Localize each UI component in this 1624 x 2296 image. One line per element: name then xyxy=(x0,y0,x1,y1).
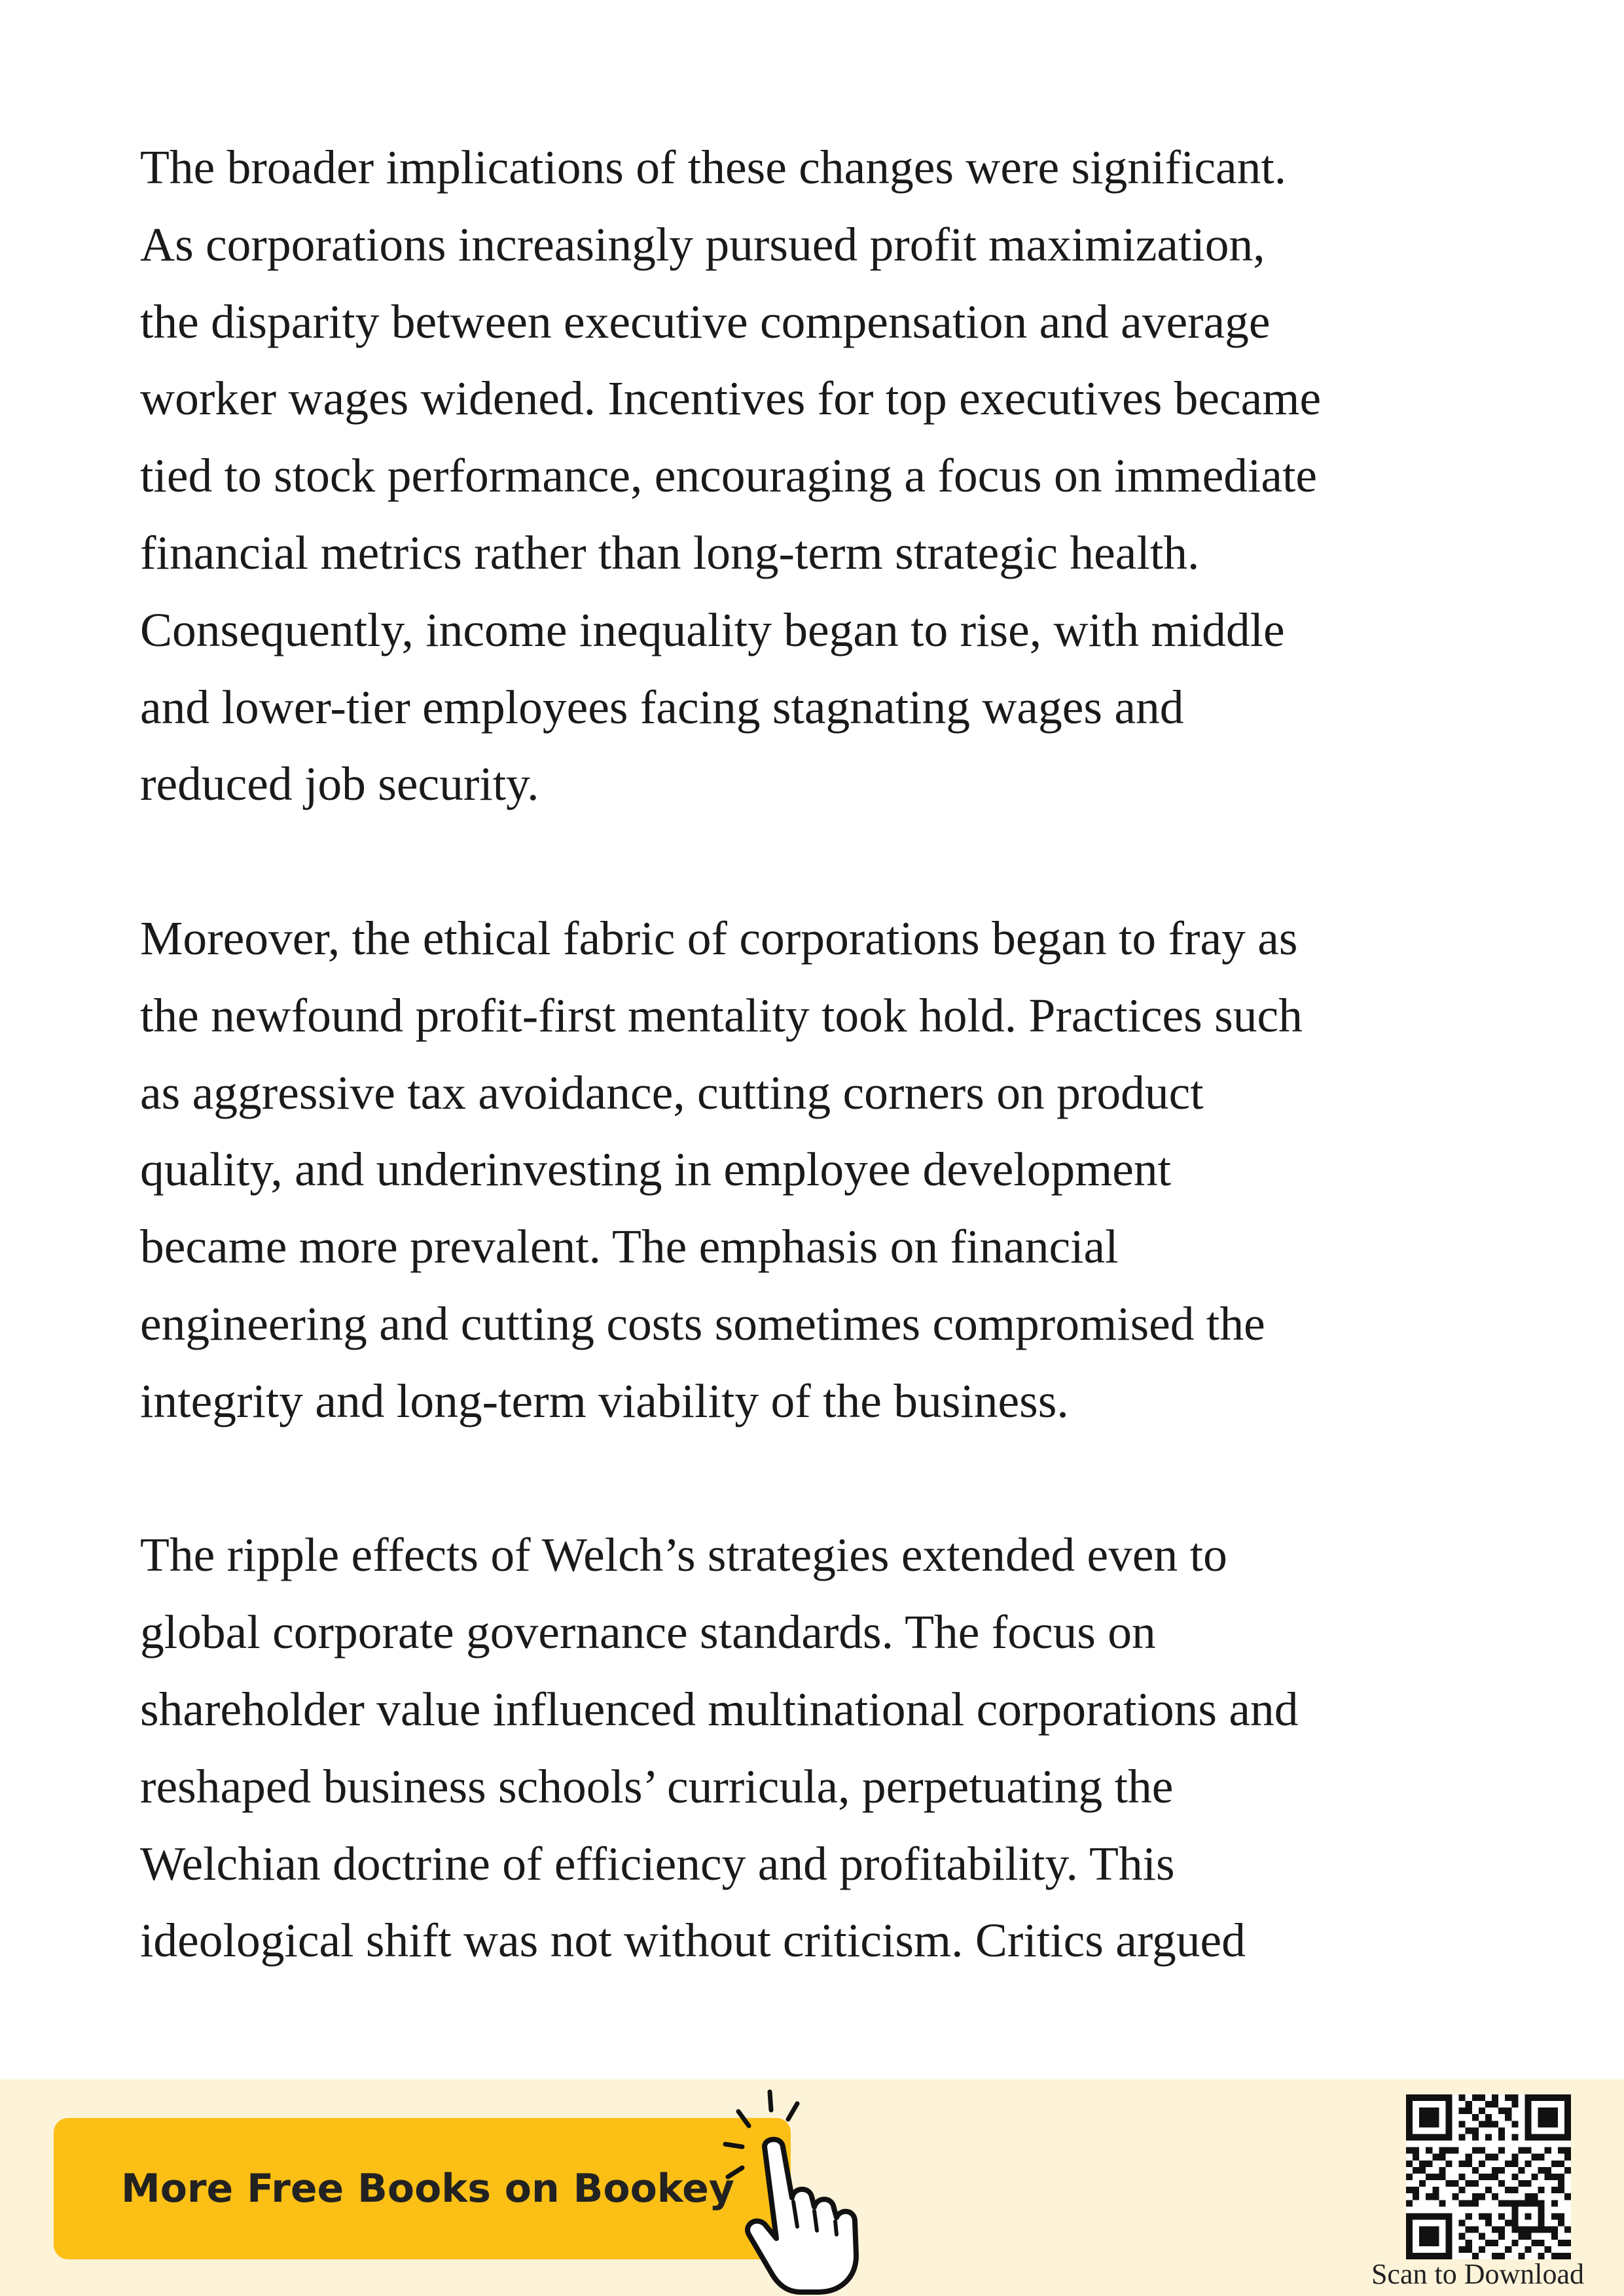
text-line: The broader implications of these changes were significant. xyxy=(140,141,1287,194)
page-body xyxy=(140,129,1528,2056)
text-line: Moreover, the ethical fabric of corporations began to fray as xyxy=(140,911,1298,965)
text-line: global corporate governance standards. The focus on xyxy=(140,1605,1156,1659)
paragraph xyxy=(140,1516,1528,1979)
text-line: financial metrics rather than long-term strategic health. xyxy=(140,526,1200,579)
text-line: integrity and long-term viability of the business. xyxy=(140,1374,1069,1427)
more-free-books-button[interactable] xyxy=(54,2118,791,2259)
text-line: engineering and cutting costs sometimes compromised the xyxy=(140,1297,1265,1350)
text-line: as aggressive tax avoidance, cutting corners on product xyxy=(140,1066,1204,1119)
paragraph xyxy=(140,129,1528,823)
text-line: became more prevalent. The emphasis on financial xyxy=(140,1220,1119,1274)
qr-caption: Scan to Download xyxy=(1371,2258,1584,2290)
text-line: Welchian doctrine of efficiency and profitability. This xyxy=(140,1837,1175,1890)
text-line: and lower-tier employees facing stagnating wages and xyxy=(140,680,1184,734)
text-line: shareholder value influenced multinational corporations and xyxy=(140,1682,1299,1736)
qr-code-icon xyxy=(1406,2094,1571,2259)
text-line: Consequently, income inequality began to rise, with middle xyxy=(140,603,1285,656)
text-line: tied to stock performance, encouraging a focus on immediate xyxy=(140,449,1318,503)
text-line: reduced job security. xyxy=(140,757,539,811)
cta-label: More Free Books on Bookey xyxy=(121,2166,734,2212)
text-line: the newfound profit-first mentality took hold. Practices such xyxy=(140,988,1303,1042)
text-line: reshaped business schools’ curricula, perpetuating the xyxy=(140,1759,1174,1813)
paragraph xyxy=(140,900,1528,1440)
text-line: quality, and underinvesting in employee development xyxy=(140,1143,1172,1196)
text-line: worker wages widened. Incentives for top executives became xyxy=(140,372,1322,425)
text-line: As corporations increasingly pursued profit maximization, xyxy=(140,217,1265,271)
pointing-hand-icon[interactable] xyxy=(719,2087,863,2296)
text-line: the disparity between executive compensation and average xyxy=(140,295,1271,348)
text-line: The ripple effects of Welch’s strategies extended even to xyxy=(140,1528,1227,1582)
text-line: ideological shift was not without criticism. Critics argued xyxy=(140,1914,1246,1967)
